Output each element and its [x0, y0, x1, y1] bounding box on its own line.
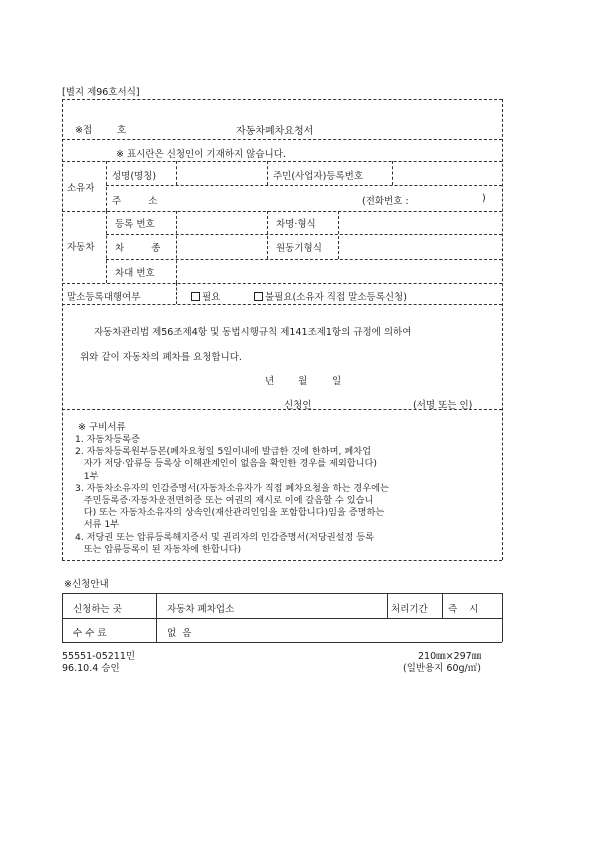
owner-phone-label: (전화번호 :	[362, 196, 409, 207]
guide-fee-value: 없 음	[167, 628, 192, 639]
notice-text: ※ 표시란은 신청인이 기재하지 않습니다.	[116, 149, 286, 160]
divider	[62, 409, 502, 410]
documents-header: ※ 구비서류	[78, 422, 126, 433]
guide-fee-label: 수 수 료	[73, 628, 107, 639]
owner-address-label: 주 소	[112, 196, 161, 207]
statement-line-2: 위와 같이 자동차의 폐차를 요청합니다.	[80, 352, 242, 363]
document-item: 다) 또는 자동차소유자의 상속인(재산관리인임을 포함합니다)임을 증명하는	[75, 507, 385, 519]
signature-label: (서명 또는 인)	[413, 400, 473, 411]
date-year: 년	[265, 376, 275, 387]
vehicle-vin-label: 차대 번호	[115, 268, 155, 279]
guide-divider	[62, 618, 502, 619]
vehicle-reg-no-label: 등록 번호	[115, 219, 155, 230]
document-item: 1부	[75, 470, 99, 482]
divider	[176, 283, 177, 304]
guide-header: ※신청안내	[64, 579, 109, 590]
divider	[267, 211, 268, 259]
document-item: 3. 자동차소유자의 인감증명서(자동차소유자가 직접 폐차요청을 하는 경우에는	[75, 482, 389, 494]
owner-id-label: 주민(사업자)등록번호	[273, 171, 364, 182]
date-month: 월	[298, 376, 308, 387]
frame-right	[502, 99, 503, 560]
guide-divider	[156, 593, 157, 642]
checkbox-not-needed[interactable]	[254, 292, 263, 301]
guide-divider	[387, 593, 388, 618]
divider	[62, 139, 502, 140]
document-item: 2. 자동차등록원부등본(폐차요청일 5일이내에 발급한 것에 한하며, 폐차업	[75, 446, 372, 458]
guide-frame-right	[502, 593, 503, 642]
frame-bottom	[62, 560, 502, 561]
divider	[62, 161, 502, 162]
document-item: 4. 저당권 또는 압류등록해지증서 및 권리자의 인감증명서(저당권설정 등록	[75, 531, 375, 543]
vehicle-type-label: 차 종	[115, 243, 164, 254]
guide-period-label: 처리기간	[391, 604, 428, 615]
date-day: 일	[332, 376, 342, 387]
divider	[106, 211, 107, 283]
form-code: [별지 제96호서식]	[62, 87, 140, 98]
guide-place-value: 자동차 폐차업소	[167, 604, 235, 615]
divider	[106, 161, 107, 211]
mortgage-label: 말소등록대행여부	[67, 292, 141, 303]
receipt-label: ※접	[75, 125, 93, 136]
frame-left	[62, 99, 63, 560]
option-not-needed-label: 불필요(소유자 직접 말소등록신청)	[265, 292, 407, 303]
footer-size: 210㎜×297㎜	[418, 651, 482, 662]
document-item: 서류 1부	[75, 519, 120, 531]
receipt-label-suffix: 호	[117, 125, 127, 136]
divider	[62, 304, 502, 305]
footer-code: 55551-05211민	[62, 651, 136, 662]
footer-approval: 96.10.4 승인	[62, 663, 120, 674]
guide-frame-left	[62, 593, 63, 642]
statement-line-1: 자동차관리법 제56조제4항 및 동법시행규칙 제141조제1항의 규정에 의하여	[94, 327, 412, 338]
owner-phone-close: )	[482, 193, 486, 204]
divider	[62, 283, 502, 284]
owner-name-label: 성명(명칭)	[112, 171, 157, 182]
divider	[338, 211, 339, 259]
divider	[176, 161, 177, 185]
divider	[106, 185, 502, 186]
option-needed-label: 필요	[202, 292, 221, 303]
divider	[267, 161, 268, 185]
vehicle-model-label: 차명·형식	[276, 219, 316, 230]
guide-frame-top	[62, 593, 502, 594]
option-not-needed[interactable]	[254, 289, 407, 303]
divider	[62, 211, 502, 212]
page-title: 자동차폐차요청서	[236, 126, 314, 137]
guide-divider	[442, 593, 443, 618]
vehicle-section-label: 자동차	[67, 242, 95, 253]
document-item: 자가 저당·압류등 등록상 이해관계인이 없음을 확인한 경우를 제외합니다)	[75, 458, 377, 470]
document-item: 또는 압류등록이 된 자동차에 한합니다)	[75, 543, 242, 555]
applicant-label: 신청인	[284, 400, 312, 411]
vehicle-engine-label: 원동기형식	[276, 243, 322, 254]
guide-period-value: 즉 시	[448, 604, 479, 615]
option-needed[interactable]	[191, 289, 220, 303]
owner-section-label: 소유자	[67, 183, 95, 194]
document-item: 주민등록증·자동차운전면허증 또는 여권의 제시로 이에 갈음할 수 있습니	[75, 495, 374, 506]
footer-paper: (일반용지 60g/㎡)	[403, 663, 481, 674]
document-item: 1. 자동차등록증	[75, 434, 140, 445]
divider	[106, 259, 502, 260]
divider	[392, 161, 393, 185]
checkbox-needed[interactable]	[191, 292, 200, 301]
guide-place-label: 신청하는 곳	[73, 604, 122, 615]
guide-frame-bottom	[62, 642, 502, 643]
divider	[176, 211, 177, 283]
frame-top	[62, 99, 502, 100]
divider	[106, 234, 502, 235]
